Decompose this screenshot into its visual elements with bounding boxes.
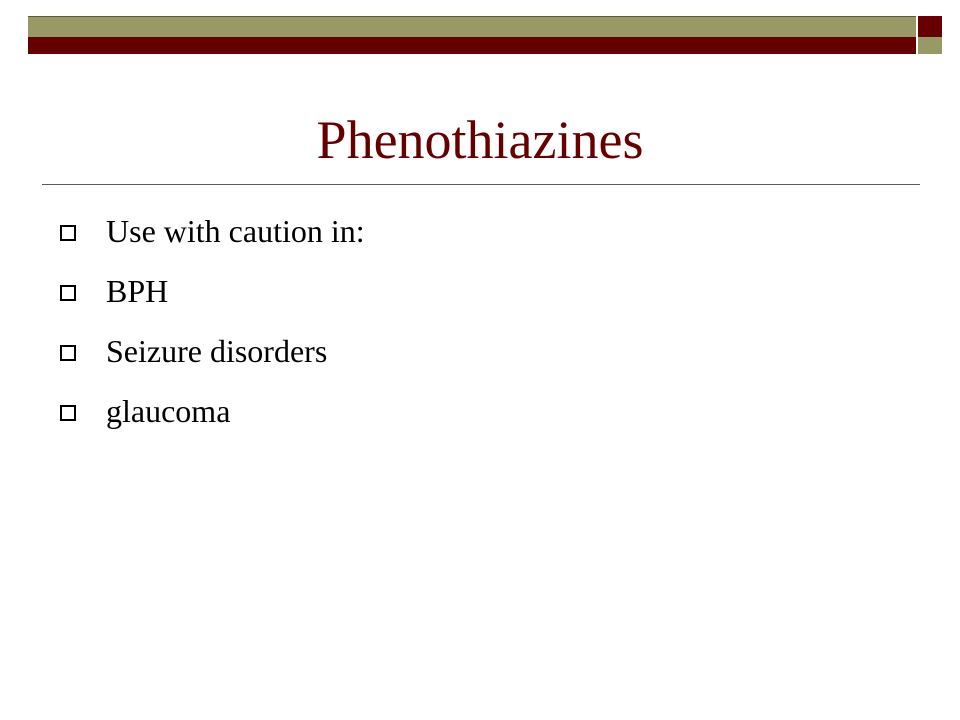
- bullet-item: [60, 323, 920, 383]
- banner-corner-maroon-square: [918, 16, 942, 37]
- bullet-item: [60, 263, 920, 323]
- bullet-list: [60, 203, 920, 443]
- bullet-text: glaucoma: [106, 393, 231, 429]
- banner-olive-band: [28, 16, 918, 37]
- hollow-square-bullet-icon: [60, 225, 76, 241]
- bullet-text: Use with caution in:: [106, 213, 365, 249]
- hollow-square-bullet-icon: [60, 345, 76, 361]
- banner-maroon-band: [28, 37, 918, 54]
- bullet-text: BPH: [106, 273, 169, 309]
- bullet-item: [60, 203, 920, 263]
- slide-title: Phenothiazines: [316, 110, 644, 170]
- hollow-square-bullet-icon: [60, 285, 76, 301]
- bullet-item: [60, 383, 920, 443]
- top-banner: [28, 16, 942, 54]
- hollow-square-bullet-icon: [60, 405, 76, 421]
- title-underline-divider: [42, 184, 920, 185]
- banner-corner-olive-square: [918, 37, 942, 54]
- bullet-text: Seizure disorders: [106, 333, 328, 369]
